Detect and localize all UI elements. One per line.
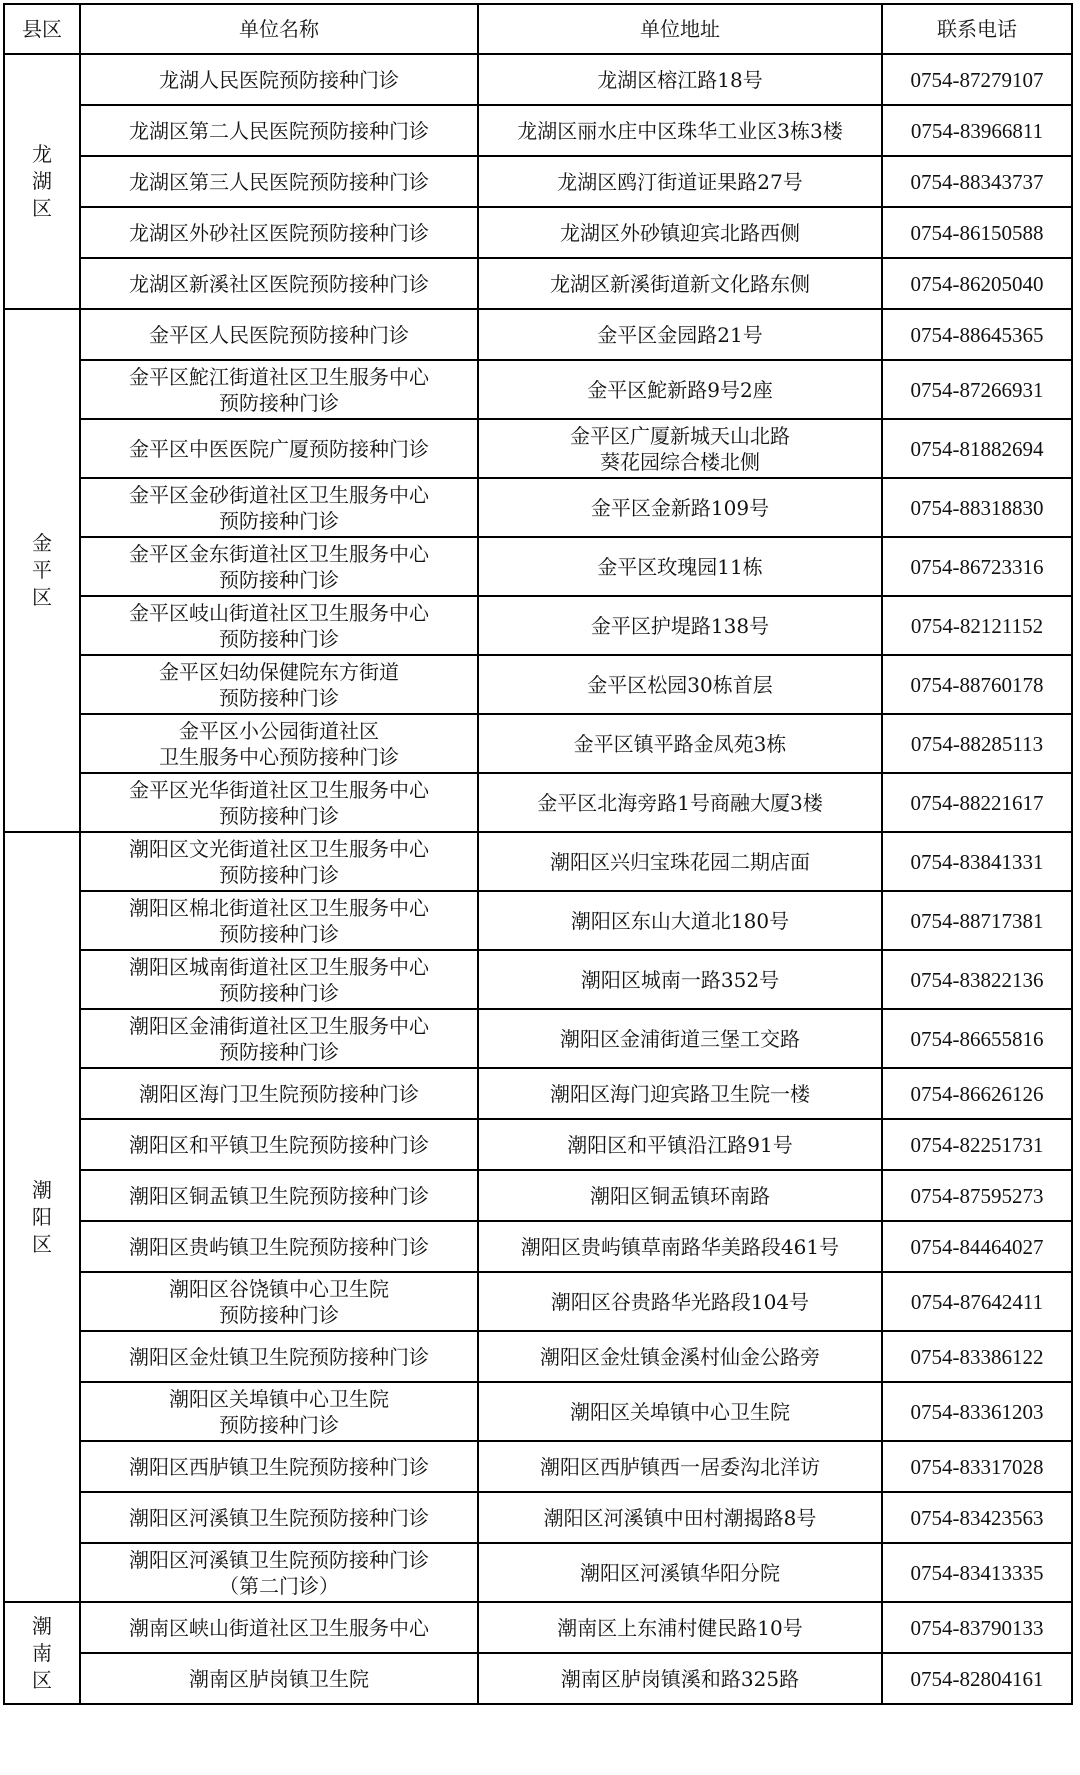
phone-number: 0754-83966811: [882, 105, 1072, 156]
unit-name: 金平区鮀江街道社区卫生服务中心 预防接种门诊: [80, 360, 478, 419]
unit-name: 金平区中医医院广厦预防接种门诊: [80, 419, 478, 478]
unit-name: 潮阳区文光街道社区卫生服务中心 预防接种门诊: [80, 832, 478, 891]
unit-name: 潮阳区海门卫生院预防接种门诊: [80, 1068, 478, 1119]
phone-number: 0754-83413335: [882, 1543, 1072, 1602]
table-row: [4, 1382, 1072, 1441]
unit-address: 潮阳区城南一路352号: [478, 950, 882, 1009]
unit-name: 潮阳区和平镇卫生院预防接种门诊: [80, 1119, 478, 1170]
table-row: [4, 1009, 1072, 1068]
county-cell: 潮 阳 区: [4, 832, 80, 1602]
unit-name: 龙湖区新溪社区医院预防接种门诊: [80, 258, 478, 309]
phone-number: 0754-83790133: [882, 1602, 1072, 1653]
table-row: [4, 537, 1072, 596]
unit-address: 潮阳区贵屿镇草南路华美路段461号: [478, 1221, 882, 1272]
phone-number: 0754-83841331: [882, 832, 1072, 891]
phone-number: 0754-82804161: [882, 1653, 1072, 1704]
phone-number: 0754-86723316: [882, 537, 1072, 596]
unit-address: 潮阳区关埠镇中心卫生院: [478, 1382, 882, 1441]
phone-number: 0754-88717381: [882, 891, 1072, 950]
table-row: [4, 655, 1072, 714]
unit-address: 金平区鮀新路9号2座: [478, 360, 882, 419]
table-row: [4, 596, 1072, 655]
unit-name: 潮阳区河溪镇卫生院预防接种门诊 （第二门诊）: [80, 1543, 478, 1602]
unit-address: 金平区北海旁路1号商融大厦3楼: [478, 773, 882, 832]
unit-address: 金平区护堤路138号: [478, 596, 882, 655]
table-row: [4, 1331, 1072, 1382]
phone-number: 0754-82251731: [882, 1119, 1072, 1170]
table-row: [4, 1221, 1072, 1272]
unit-address: 潮阳区谷贵路华光路段104号: [478, 1272, 882, 1331]
unit-name: 潮阳区谷饶镇中心卫生院 预防接种门诊: [80, 1272, 478, 1331]
table-row: [4, 773, 1072, 832]
unit-address: 龙湖区榕江路18号: [478, 54, 882, 105]
phone-number: 0754-83317028: [882, 1441, 1072, 1492]
county-cell: 金 平 区: [4, 309, 80, 832]
table-row: [4, 156, 1072, 207]
unit-name: 潮南区胪岗镇卫生院: [80, 1653, 478, 1704]
county-cell: 龙 湖 区: [4, 54, 80, 309]
phone-number: 0754-82121152: [882, 596, 1072, 655]
unit-name: 潮阳区关埠镇中心卫生院 预防接种门诊: [80, 1382, 478, 1441]
unit-address: 金平区广厦新城天山北路 葵花园综合楼北侧: [478, 419, 882, 478]
table-row: [4, 1170, 1072, 1221]
phone-number: 0754-88645365: [882, 309, 1072, 360]
phone-number: 0754-88760178: [882, 655, 1072, 714]
table-row: [4, 207, 1072, 258]
unit-name: 龙湖人民医院预防接种门诊: [80, 54, 478, 105]
unit-address: 金平区松园30栋首层: [478, 655, 882, 714]
unit-name: 潮阳区河溪镇卫生院预防接种门诊: [80, 1492, 478, 1543]
table-row: [4, 54, 1072, 105]
table-row: [4, 832, 1072, 891]
table-row: [4, 1119, 1072, 1170]
unit-address: 潮南区胪岗镇溪和路325路: [478, 1653, 882, 1704]
table-row: [4, 1653, 1072, 1704]
table-row: [4, 1272, 1072, 1331]
unit-address: 潮阳区河溪镇中田村潮揭路8号: [478, 1492, 882, 1543]
unit-name: 潮阳区金灶镇卫生院预防接种门诊: [80, 1331, 478, 1382]
unit-name: 潮南区峡山街道社区卫生服务中心: [80, 1602, 478, 1653]
header-unit-name: 单位名称: [80, 4, 478, 54]
unit-address: 潮阳区西胪镇西一居委沟北洋访: [478, 1441, 882, 1492]
unit-name: 金平区人民医院预防接种门诊: [80, 309, 478, 360]
phone-number: 0754-87279107: [882, 54, 1072, 105]
unit-name: 金平区小公园街道社区 卫生服务中心预防接种门诊: [80, 714, 478, 773]
unit-name: 金平区光华街道社区卫生服务中心 预防接种门诊: [80, 773, 478, 832]
phone-number: 0754-88221617: [882, 773, 1072, 832]
table-row: [4, 714, 1072, 773]
unit-name: 金平区岐山街道社区卫生服务中心 预防接种门诊: [80, 596, 478, 655]
unit-address: 潮阳区河溪镇华阳分院: [478, 1543, 882, 1602]
unit-address: 龙湖区外砂镇迎宾北路西侧: [478, 207, 882, 258]
unit-name: 金平区妇幼保健院东方街道 预防接种门诊: [80, 655, 478, 714]
table-row: [4, 1602, 1072, 1653]
phone-number: 0754-83822136: [882, 950, 1072, 1009]
phone-number: 0754-87266931: [882, 360, 1072, 419]
phone-number: 0754-86626126: [882, 1068, 1072, 1119]
phone-number: 0754-87642411: [882, 1272, 1072, 1331]
unit-name: 潮阳区城南街道社区卫生服务中心 预防接种门诊: [80, 950, 478, 1009]
phone-number: 0754-86655816: [882, 1009, 1072, 1068]
unit-address: 龙湖区丽水庄中区珠华工业区3栋3楼: [478, 105, 882, 156]
unit-address: 潮阳区金浦街道三堡工交路: [478, 1009, 882, 1068]
phone-number: 0754-87595273: [882, 1170, 1072, 1221]
phone-number: 0754-86205040: [882, 258, 1072, 309]
table-row: [4, 1543, 1072, 1602]
header-row: [4, 4, 1072, 54]
table-row: [4, 309, 1072, 360]
table-row: [4, 1492, 1072, 1543]
unit-name: 金平区金砂街道社区卫生服务中心 预防接种门诊: [80, 478, 478, 537]
header-phone: 联系电话: [882, 4, 1072, 54]
unit-address: 潮阳区海门迎宾路卫生院一楼: [478, 1068, 882, 1119]
unit-name: 潮阳区铜盂镇卫生院预防接种门诊: [80, 1170, 478, 1221]
table-row: [4, 950, 1072, 1009]
unit-address: 龙湖区新溪街道新文化路东侧: [478, 258, 882, 309]
unit-address: 龙湖区鸥汀街道证果路27号: [478, 156, 882, 207]
phone-number: 0754-83386122: [882, 1331, 1072, 1382]
county-cell: 潮 南 区: [4, 1602, 80, 1704]
unit-name: 龙湖区第三人民医院预防接种门诊: [80, 156, 478, 207]
unit-address: 潮南区上东浦村健民路10号: [478, 1602, 882, 1653]
phone-number: 0754-81882694: [882, 419, 1072, 478]
unit-address: 潮阳区金灶镇金溪村仙金公路旁: [478, 1331, 882, 1382]
unit-address: 金平区金新路109号: [478, 478, 882, 537]
table-row: [4, 478, 1072, 537]
table-row: [4, 1068, 1072, 1119]
phone-number: 0754-88343737: [882, 156, 1072, 207]
vaccination-clinic-table: [3, 3, 1073, 1705]
table-row: [4, 258, 1072, 309]
phone-number: 0754-88318830: [882, 478, 1072, 537]
header-county: 县区: [4, 4, 80, 54]
table-row: [4, 419, 1072, 478]
unit-name: 潮阳区棉北街道社区卫生服务中心 预防接种门诊: [80, 891, 478, 950]
unit-address: 潮阳区东山大道北180号: [478, 891, 882, 950]
unit-address: 金平区玫瑰园11栋: [478, 537, 882, 596]
unit-address: 金平区金园路21号: [478, 309, 882, 360]
table-row: [4, 1441, 1072, 1492]
unit-name: 龙湖区第二人民医院预防接种门诊: [80, 105, 478, 156]
unit-name: 金平区金东街道社区卫生服务中心 预防接种门诊: [80, 537, 478, 596]
phone-number: 0754-86150588: [882, 207, 1072, 258]
phone-number: 0754-83423563: [882, 1492, 1072, 1543]
table-row: [4, 360, 1072, 419]
phone-number: 0754-84464027: [882, 1221, 1072, 1272]
header-unit-address: 单位地址: [478, 4, 882, 54]
unit-name: 潮阳区贵屿镇卫生院预防接种门诊: [80, 1221, 478, 1272]
unit-address: 潮阳区兴归宝珠花园二期店面: [478, 832, 882, 891]
phone-number: 0754-88285113: [882, 714, 1072, 773]
unit-name: 潮阳区金浦街道社区卫生服务中心 预防接种门诊: [80, 1009, 478, 1068]
unit-address: 潮阳区和平镇沿江路91号: [478, 1119, 882, 1170]
phone-number: 0754-83361203: [882, 1382, 1072, 1441]
unit-address: 金平区镇平路金凤苑3栋: [478, 714, 882, 773]
unit-name: 潮阳区西胪镇卫生院预防接种门诊: [80, 1441, 478, 1492]
table-row: [4, 891, 1072, 950]
table-row: [4, 105, 1072, 156]
unit-address: 潮阳区铜盂镇环南路: [478, 1170, 882, 1221]
unit-name: 龙湖区外砂社区医院预防接种门诊: [80, 207, 478, 258]
